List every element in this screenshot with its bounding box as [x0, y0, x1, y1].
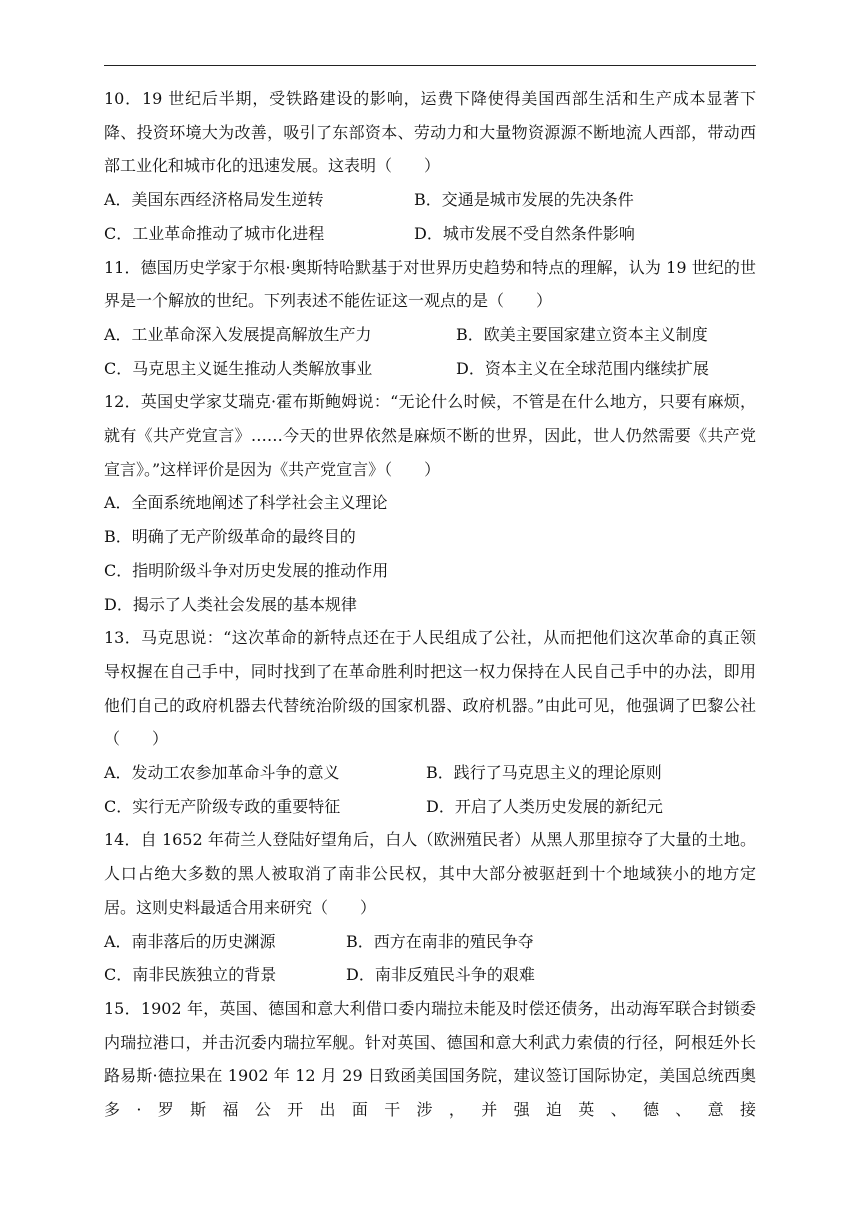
question-stem: 12．英国史学家艾瑞克·霍布斯鲍姆说：“无论什么时候，不管是在什么地方，只要有麻烦，就有《共产党宣言》……今天的世界依然是麻烦不断的世界，因此，世人仍然需要《共产党宣言》。”这样评价是因为《共产党宣言》（ ） [104, 392, 756, 479]
option-row [104, 318, 756, 352]
question-stem: 14．自 1652 年荷兰人登陆好望角后，白人（欧洲殖民者）从黑人那里掠夺了大量的土地。人口占绝大多数的黑人被取消了南非公民权，其中大部分被驱赶到十个地域狭小的地方定居。这则史料最适合用来研究（ ） [104, 830, 756, 917]
option-d: D．揭示了人类社会发展的基本规律 [104, 594, 357, 614]
option-c: C．实行无产阶级专政的重要特征 [104, 796, 341, 816]
option-b: B．西方在南非的殖民争夺 [346, 931, 534, 951]
question-11 [104, 251, 756, 386]
option-row [104, 183, 756, 217]
option-b: B．践行了马克思主义的理论原则 [426, 763, 662, 783]
option-d: D．开启了人类历史发展的新纪元 [426, 796, 663, 816]
option-row [104, 217, 756, 251]
option-c: C．工业革命推动了城市化进程 [104, 223, 325, 243]
option-a: A．全面系统地阐述了科学社会主义理论 [104, 493, 388, 513]
option-d: D．南非反殖民斗争的艰难 [346, 965, 535, 985]
option-b: B．欧美主要国家建立资本主义制度 [456, 324, 708, 344]
question-14 [104, 823, 756, 992]
option-row [104, 925, 756, 959]
option-c: C．马克思主义诞生推动人类解放事业 [104, 358, 373, 378]
header-rule [104, 65, 756, 66]
option-a: A．工业革命深入发展提高解放生产力 [104, 324, 372, 344]
option-row [104, 756, 756, 790]
option-a: A．南非落后的历史渊源 [104, 931, 276, 951]
question-stem: 11．德国历史学家于尔根·奥斯特哈默基于对世界历史趋势和特点的理解，认为 19 世纪的世界是一个解放的世纪。下列表述不能佐证这一观点的是（ ） [104, 257, 756, 311]
option-row [104, 352, 756, 386]
question-stem: 13．马克思说：“这次革命的新特点还在于人民组成了公社，从而把他们这次革命的真正领导权握在自己手中，同时找到了在革命胜利时把这一权力保持在人民自己手中的办法，即用他们自己的政府机器去代替统治阶级的国家机器、政府机器。”由此可见，他强调了巴黎公社（ ） [104, 628, 756, 749]
option-b: B．明确了无产阶级革命的最终目的 [104, 527, 356, 547]
option-d: D．资本主义在全球范围内继续扩展 [456, 358, 709, 378]
option-row [104, 958, 756, 992]
option-a: A．发动工农参加革命斗争的意义 [104, 763, 340, 783]
question-13 [104, 621, 756, 823]
option-d: D．城市发展不受自然条件影响 [414, 223, 635, 243]
question-list [104, 82, 756, 1127]
question-15 [104, 992, 756, 1127]
question-10 [104, 82, 756, 251]
option-a: A．美国东西经济格局发生逆转 [104, 190, 324, 210]
question-stem: 10．19 世纪后半期，受铁路建设的影响，运费下降使得美国西部生活和生产成本显著下降、投资环境大为改善，吸引了东部资本、劳动力和大量物资源源不断地流人西部，带动西部工业化和城市化的迅速发展。这表明（ ） [104, 89, 756, 176]
option-b: B．交通是城市发展的先决条件 [414, 190, 634, 210]
option-row [104, 790, 756, 824]
option-c: C．指明阶级斗争对历史发展的推动作用 [104, 560, 389, 580]
question-12 [104, 385, 756, 621]
question-stem: 15．1902 年，英国、德国和意大利借口委内瑞拉未能及时偿还债务，出动海军联合封锁委内瑞拉港口，并击沉委内瑞拉军舰。针对英国、德国和意大利武力索债的行径，阿根廷外长路易斯·德拉果在 1902 年 12 月 29 日致函美国国务院，建议签订国际协定，美国总统西奥多·罗斯福公开出面干涉，并强迫英、德、意接 [104, 998, 756, 1120]
option-c: C．南非民族独立的背景 [104, 965, 277, 985]
